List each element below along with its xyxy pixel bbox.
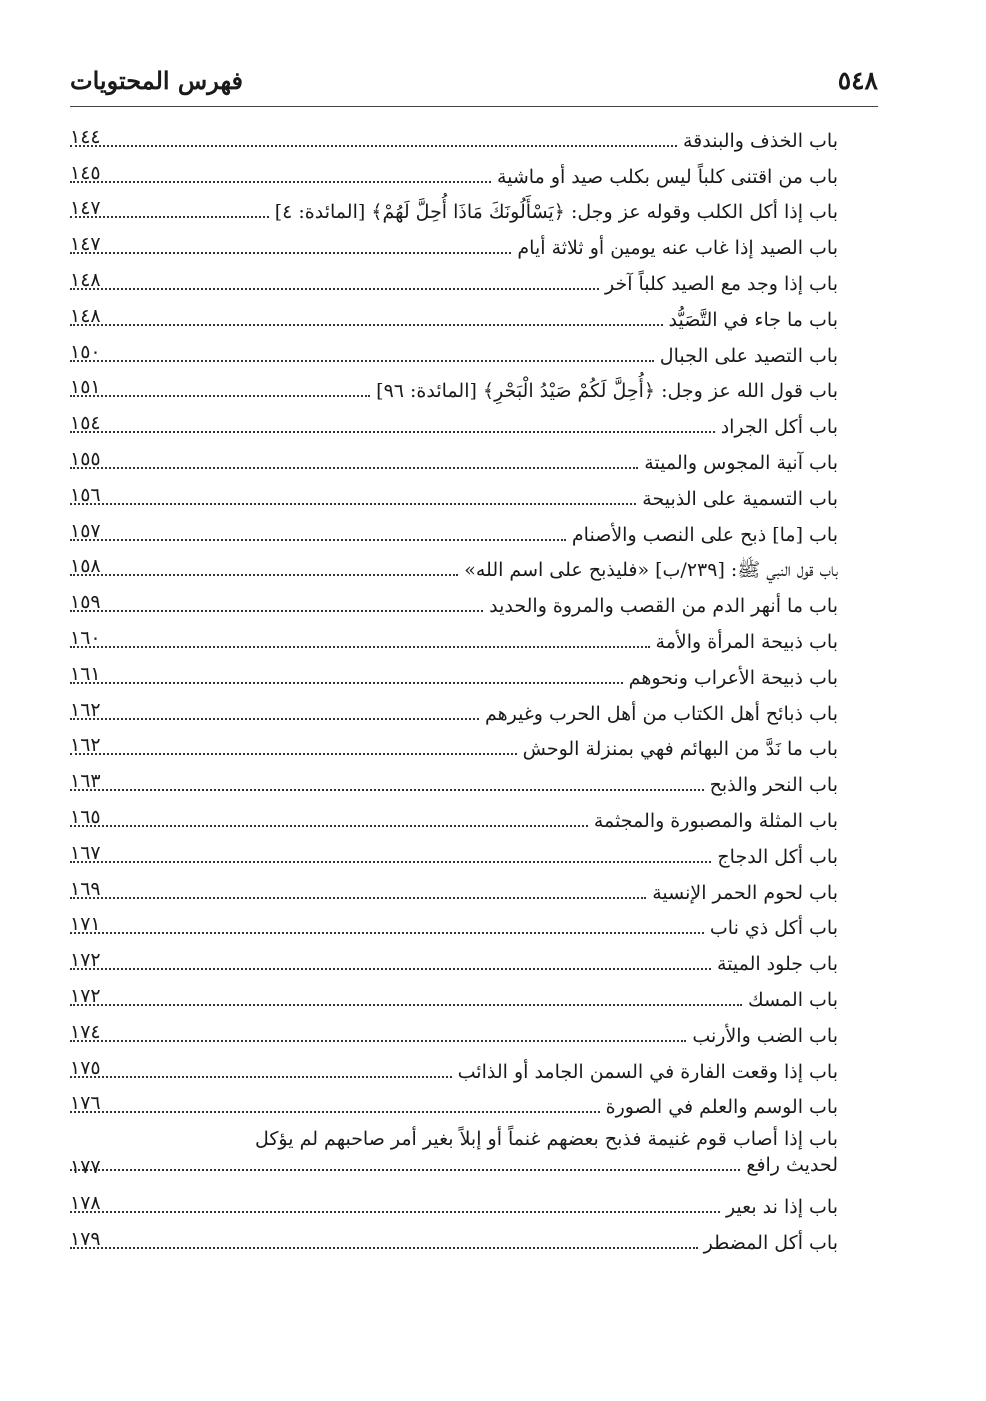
- entry-page-number: ١٦٠: [70, 626, 101, 649]
- dot-leader: [70, 789, 704, 791]
- entry-title: باب ما نَدَّ من البهائم فهي بمنزلة الوحش: [522, 738, 838, 761]
- toc-entry: [70, 1013, 838, 1049]
- toc-entry-multiline: [70, 1120, 838, 1184]
- dot-leader: [70, 1111, 600, 1113]
- entry-page-number: ١٤٥: [70, 161, 101, 184]
- dot-leader: [70, 539, 566, 541]
- entry-title: باب قول النبي ﷺ: [٢٣٩/ب] «فليذبح على اسم الله»: [464, 559, 838, 582]
- entry-page-number: ١٧٧: [70, 1156, 101, 1179]
- toc-entry: [70, 369, 838, 405]
- entry-title: باب جلود الميتة: [716, 953, 838, 976]
- dot-leader: [70, 252, 511, 254]
- dot-leader: [70, 181, 491, 183]
- entry-title: باب النحر والذبح: [709, 774, 838, 797]
- entry-page-number: ١٥٧: [70, 519, 101, 542]
- toc-entry: [70, 619, 838, 655]
- toc-entry: [70, 727, 838, 763]
- toc-entry: [70, 762, 838, 798]
- dot-leader: [70, 1211, 720, 1213]
- entry-page-number: ١٧١: [70, 913, 101, 936]
- entry-title: باب ذبائح أهل الكتاب من أهل الحرب وغيرهم: [484, 702, 838, 725]
- entry-title: باب أكل الدجاج: [717, 845, 838, 868]
- dot-leader: [70, 1247, 698, 1249]
- dot-leader: [70, 1169, 740, 1171]
- toc-entry: [70, 655, 838, 691]
- toc-entry: [70, 1184, 838, 1220]
- toc-entry: [70, 225, 838, 261]
- toc-entry: [70, 1220, 838, 1256]
- dot-leader: [70, 718, 479, 720]
- entry-page-number: ١٦٥: [70, 805, 101, 828]
- entry-page-number: ١٦٩: [70, 877, 101, 900]
- dot-leader: [70, 467, 638, 469]
- running-title: فهرس المحتويات: [70, 66, 244, 95]
- entry-title: باب المثلة والمصبورة والمجثمة: [593, 809, 838, 832]
- entry-page-number: ١٥٤: [70, 412, 101, 435]
- toc-entry: [70, 261, 838, 297]
- entry-title: باب لحوم الحمر الإنسية: [652, 881, 838, 904]
- dot-leader: [70, 932, 704, 934]
- toc-entry: [70, 691, 838, 727]
- toc-entry: [70, 476, 838, 512]
- entry-page-number: ١٤٤: [70, 125, 101, 148]
- entry-title: باب ما أنهر الدم من القصب والمروة والحديد: [489, 595, 838, 618]
- entry-page-number: ١٧٨: [70, 1192, 101, 1215]
- entry-page-number: ١٧٢: [70, 984, 101, 1007]
- header-rule: [70, 106, 878, 107]
- entry-page-number: ١٦٧: [70, 841, 101, 864]
- entry-title: باب ذبيحة الأعراب ونحوهم: [628, 666, 838, 689]
- dot-leader: [70, 646, 650, 648]
- entry-page-number: ١٤٨: [70, 304, 101, 327]
- dot-leader: [70, 145, 677, 147]
- entry-title: باب [ما] ذبح على النصب والأصنام: [571, 523, 838, 546]
- entry-title: باب قول الله عز وجل: ﴿أُحِلَّ لَكُمْ صَيْدُ الْبَحْرِ﴾ [المائدة: ٩٦]: [376, 380, 838, 403]
- entry-page-number: ١٧٤: [70, 1020, 101, 1043]
- entry-title: باب المسك: [747, 988, 838, 1011]
- toc-entry: [70, 190, 838, 226]
- dot-leader: [70, 682, 623, 684]
- toc-entry: [70, 440, 838, 476]
- entry-title-line2: لحديث رافع: [746, 1154, 838, 1177]
- entry-title-line1: باب إذا أصاب قوم غنيمة فذبح بعضهم غنماً أو إبلاً بغير أمر صاحبهم لم يؤكل: [255, 1128, 838, 1151]
- toc-entry: [70, 977, 838, 1013]
- toc-entry: [70, 154, 838, 190]
- toc-entry: [70, 548, 838, 584]
- entry-page-number: ١٤٧: [70, 197, 101, 220]
- entry-title: باب التصيد على الجبال: [659, 344, 838, 367]
- dot-leader: [70, 897, 646, 899]
- dot-leader: [70, 610, 483, 612]
- entry-title: باب إذا أكل الكلب وقوله عز وجل: ﴿يَسْأَلُونَكَ مَاذَا أُحِلَّ لَهُمْ﴾ [المائدة: ٤]: [274, 201, 838, 224]
- dot-leader: [70, 360, 654, 362]
- dot-leader: [70, 861, 711, 863]
- entry-page-number: ١٧٩: [70, 1227, 101, 1250]
- dot-leader: [70, 324, 663, 326]
- entry-page-number: ١٧٦: [70, 1092, 101, 1115]
- dot-leader: [70, 1004, 742, 1006]
- entry-title: باب إذا ند بعير: [725, 1196, 838, 1219]
- entry-page-number: ١٥٠: [70, 340, 101, 363]
- table-of-contents: [70, 118, 838, 1256]
- entry-title: باب ما جاء في التَّصَيُّد: [668, 308, 838, 331]
- toc-entry: [70, 297, 838, 333]
- dot-leader: [70, 431, 715, 433]
- entry-title: باب الضب والأرنب: [692, 1024, 838, 1047]
- entry-page-number: ١٦٢: [70, 734, 101, 757]
- entry-page-number: ١٥٩: [70, 591, 101, 614]
- entry-page-number: ١٥٨: [70, 555, 101, 578]
- page-header: [70, 60, 878, 104]
- entry-title: باب آنية المجوس والميتة: [644, 451, 838, 474]
- entry-title: باب إذا وجد مع الصيد كلباً آخر: [604, 272, 838, 295]
- dot-leader: [70, 288, 599, 290]
- entry-title: باب إذا وقعت الفارة في السمن الجامد أو الذائب: [457, 1060, 838, 1083]
- entry-title: باب أكل الجراد: [720, 416, 838, 439]
- entry-title: باب التسمية على الذبيحة: [642, 487, 838, 510]
- dot-leader: [70, 825, 588, 827]
- dot-leader: [70, 1040, 686, 1042]
- toc-entry: [70, 512, 838, 548]
- toc-entry: [70, 834, 838, 870]
- entry-page-number: ١٦١: [70, 662, 101, 685]
- dot-leader: [70, 753, 517, 755]
- entry-page-number: ١٥٦: [70, 483, 101, 506]
- entry-title: باب أكل ذي ناب: [709, 917, 838, 940]
- entry-page-number: ١٦٢: [70, 698, 101, 721]
- entry-page-number: ١٥١: [70, 376, 101, 399]
- entry-title: باب الوسم والعلم في الصورة: [605, 1096, 838, 1119]
- entry-page-number: ١٧٢: [70, 949, 101, 972]
- entry-page-number: ١٦٣: [70, 770, 101, 793]
- toc-entry: [70, 583, 838, 619]
- toc-entry: [70, 941, 838, 977]
- entry-title: باب الصيد إذا غاب عنه يومين أو ثلاثة أيام: [517, 237, 838, 260]
- entry-page-number: ١٤٨: [70, 268, 101, 291]
- toc-entry: [70, 1049, 838, 1085]
- entry-title: باب من اقتنى كلباً ليس بكلب صيد أو ماشية: [496, 165, 838, 188]
- toc-entry: [70, 333, 838, 369]
- dot-leader: [70, 503, 636, 505]
- toc-entry: [70, 906, 838, 942]
- toc-entry: [70, 1085, 838, 1121]
- entry-page-number: ١٥٥: [70, 447, 101, 470]
- toc-entry: [70, 798, 838, 834]
- entry-page-number: ١٧٥: [70, 1056, 101, 1079]
- entry-title: باب أكل المضطر: [703, 1231, 838, 1254]
- page-number: ٥٤٨: [837, 66, 878, 95]
- entry-page-number: ١٤٧: [70, 233, 101, 256]
- toc-entry: [70, 404, 838, 440]
- toc-entry: [70, 118, 838, 154]
- entry-title: باب الخذف والبندقة: [683, 129, 838, 152]
- entry-title-line2-row: [70, 1152, 838, 1178]
- toc-entry: [70, 870, 838, 906]
- dot-leader: [70, 968, 711, 970]
- entry-title: باب ذبيحة المرأة والأمة: [655, 630, 838, 653]
